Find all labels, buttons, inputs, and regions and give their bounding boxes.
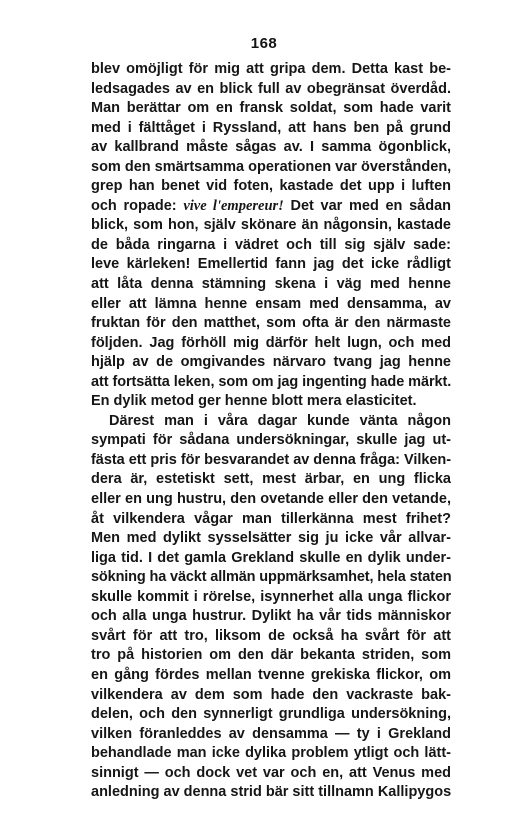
text-line: följden. Jag förhöll mig därför helt lugn, och med	[91, 334, 451, 351]
text-line: behandlade man icke dylika problem ytligt och lätt-	[91, 745, 451, 762]
text-line: som den smärtsamma operationen var överstånden,	[91, 158, 452, 175]
text-line: att låta denna stämning skena i väg med henne	[91, 276, 451, 293]
text-line: att fortsätta leken, som om jag ingenting hade märkt.	[91, 373, 452, 390]
text-line: skulle kommit i rörelse, isynnerhet alla unga flickor	[91, 588, 451, 605]
text-line: de båda ringarna i vädret och till sig själv sade:	[91, 236, 451, 253]
text-line: och alla unga hustrur. Dylikt ha vår tids människor	[91, 608, 451, 625]
text-line: En dylik metod ger henne blott mera elasticitet.	[91, 393, 417, 410]
italic-phrase: vive l'empereur!	[183, 197, 284, 214]
text-line: grep han benet vid foten, kastade det upp i luften	[91, 178, 451, 195]
text-line: tro på historien om den där bekanta striden, som	[91, 647, 451, 664]
text-line: dera är, estetiskt sett, mest ärbar, en ung flicka	[91, 471, 451, 488]
text-line: eller att lämna henne ensam med densamma, av	[91, 295, 451, 312]
page-number: 168	[250, 35, 278, 52]
text-line: leve kärleken! Emellertid fann jag det icke rådligt	[91, 256, 451, 273]
text-line: fruktan för den matthet, som ofta är den närmaste	[91, 315, 451, 332]
text-line: fästa ett pris för besvarandet av denna fråga: Vilken-	[91, 451, 451, 468]
text-line: med i fälttåget i Ryssland, att hans ben på grund	[91, 119, 451, 136]
text-line: delen, och den synnerligt grundliga undersökning,	[91, 706, 451, 723]
text-line: hjälp av de omgivandes närvaro tvang jag henne	[91, 354, 451, 371]
text-line: Därest man i våra dagar kunde vänta någon	[109, 412, 451, 429]
text-line: sympati för sådana undersökningar, skulle jag ut-	[91, 432, 451, 449]
text-line: ledsagades av en blick full av obegränsat överdåd.	[91, 80, 451, 97]
text-line: vilken föranleddes av densamma — ty i Grekland	[91, 725, 451, 742]
text-line: svårt för att tro, liksom de också ha svårt för att	[91, 627, 451, 644]
text-line: blick, som hon, själv skönare än någonsin, kastade	[91, 217, 451, 234]
text-line: Men med dylikt sysselsätter sig ju icke vår allvar-	[91, 530, 451, 547]
text-line: liga tid. I det gamla Grekland skulle en dylik under-	[91, 549, 451, 566]
text-line: eller en ung hustru, den ovetande eller den vetande,	[91, 491, 451, 508]
body-text	[91, 60, 451, 803]
text-line: blev omöjligt för mig att gripa dem. Detta kast be-	[91, 61, 451, 77]
text-line: av kallbrand måste sågas av. I samma ögonblick,	[91, 139, 451, 156]
text-line	[91, 197, 451, 217]
text-line: en gång fördes mellan tvenne grekiska flickor, om	[91, 666, 451, 683]
text-line: anledning av denna strid bär sitt tillnamn Kallipygos	[91, 784, 452, 801]
text-line: vilkendera av dem som hade den vackraste bak-	[91, 686, 451, 703]
text-line: Man berättar om en fransk soldat, som hade varit	[91, 100, 451, 117]
text-segment: Det var med en sådan	[283, 197, 451, 214]
text-segment: och ropade:	[91, 197, 184, 214]
text-line: åt vilkendera vågar man tillerkänna mest frihet?	[91, 510, 451, 527]
text-line: sökning ha väckt allmän uppmärksamhet, hela staten	[91, 569, 452, 586]
text-line: sinnigt — och dock vet var och en, att Venus med	[91, 764, 451, 781]
